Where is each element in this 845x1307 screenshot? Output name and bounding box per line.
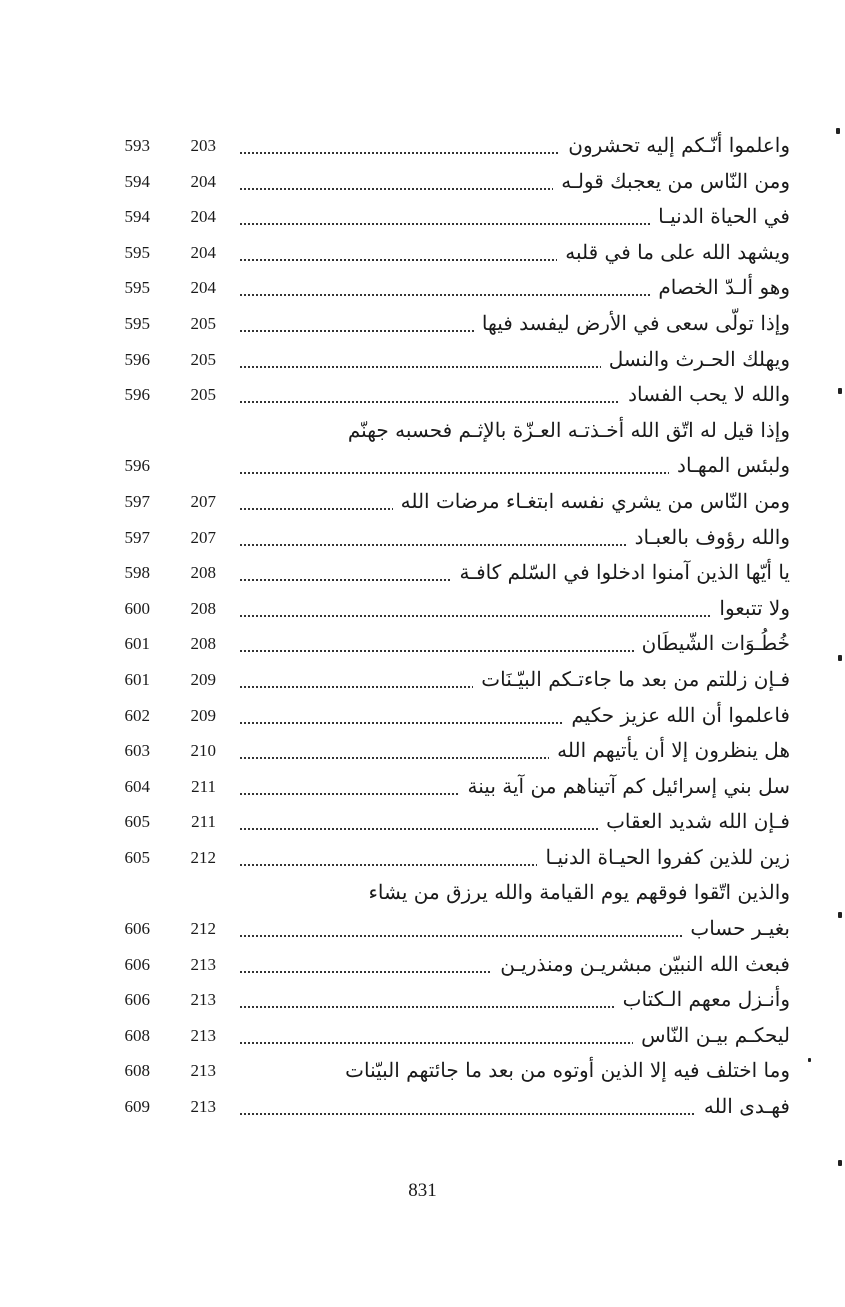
verse-phrase: [240, 308, 790, 338]
page-ref: 593: [124, 136, 150, 155]
index-row: [100, 272, 790, 308]
page-ref: 606: [124, 990, 150, 1010]
verse-number: 204: [190, 171, 216, 191]
verse-number: 204: [190, 242, 216, 262]
index-row: [100, 806, 790, 842]
index-row: [100, 842, 790, 878]
verse-phrase-text: فبعث الله النبيّن مبشريـن ومنذريـن: [492, 952, 790, 976]
verse-phrase-text: ومن النّاس من يشري نفسه ابتغـاء مرضات الله: [393, 489, 790, 513]
page-number: 831: [408, 1180, 437, 1201]
verse-phrase: [240, 237, 790, 267]
verse-phrase-text: يا أيّها الذين آمنوا ادخلوا في السّلم كافـة: [452, 560, 790, 584]
page-ref: 594: [124, 171, 150, 191]
index-row: [100, 1020, 790, 1056]
index-row: [100, 415, 790, 451]
verse-number: 208: [190, 634, 216, 654]
verse-number: 204: [190, 207, 216, 227]
index-row: [100, 130, 790, 166]
margin-mark: [838, 655, 842, 661]
verse-phrase: [240, 664, 790, 694]
page-ref: 605: [124, 847, 150, 867]
verse-number: 208: [190, 563, 216, 583]
verse-phrase-text: ولبئس المهـاد: [669, 453, 790, 477]
page-ref: 608: [124, 1061, 150, 1081]
verse-phrase-text: وإذا تولّى سعى في الأرض ليفسد فيها: [474, 311, 790, 335]
verse-number: 204: [190, 278, 216, 298]
index-row: [100, 664, 790, 700]
margin-mark: [808, 1058, 811, 1062]
verse-phrase-text: ولا تتبعوا: [711, 596, 790, 620]
verse-number: 212: [190, 847, 216, 867]
page-ref: 604: [124, 776, 150, 796]
index-row: [100, 1055, 790, 1091]
verse-phrase-text: ومن النّاس من يعجبك قولـه: [553, 169, 790, 193]
verse-number: 207: [190, 527, 216, 547]
page-ref: 595: [124, 242, 150, 262]
verse-phrase-text: وإذا قيل له اتّق الله أخـذتـه العـزّة بالإثـم فحسبه جهنّم: [340, 418, 790, 442]
index-row: [100, 771, 790, 807]
verse-phrase: [240, 1020, 790, 1050]
verse-phrase-text: ليحكـم بيـن النّاس: [633, 1023, 790, 1047]
verse-phrase-text: ويهلك الحـرث والنسل: [601, 347, 790, 371]
page-ref: 597: [124, 527, 150, 547]
index-row: [100, 522, 790, 558]
verse-phrase: [240, 806, 790, 836]
page-ref: 601: [124, 634, 150, 654]
index-row: [100, 450, 790, 486]
verse-phrase: [240, 166, 790, 196]
verse-phrase: [240, 486, 790, 516]
verse-phrase: [240, 593, 790, 623]
page-ref: 598: [124, 563, 150, 583]
page-ref: 602: [124, 705, 150, 725]
verse-phrase-text: والله لا يحب الفساد: [620, 382, 790, 406]
verse-phrase-text: والذين اتّقوا فوقهم يوم القيامة والله يرزق من يشاء: [361, 880, 790, 904]
verse-phrase: [240, 557, 790, 587]
verse-phrase-text: هل ينظرون إلا أن يأتيهم الله: [549, 738, 790, 762]
verse-phrase-text: ويشهد الله على ما في قلبه: [557, 240, 790, 264]
verse-phrase-text: فـإن زللتم من بعد ما جاءتـكم البيّـنَات: [473, 667, 790, 691]
page-ref: 597: [124, 491, 150, 511]
index-row: [100, 984, 790, 1020]
verse-phrase-text: وهو ألـدّ الخصام: [650, 275, 790, 299]
page-ref: 606: [124, 919, 150, 939]
index-row: [100, 628, 790, 664]
verse-phrase-text: بغيـر حساب: [682, 916, 790, 940]
margin-mark: [838, 1160, 842, 1166]
verse-phrase-text: في الحياة الدنيـا: [650, 204, 790, 228]
index-row: [100, 201, 790, 237]
verse-number: 209: [190, 669, 216, 689]
index-row: [100, 1091, 790, 1127]
verse-phrase: [240, 771, 790, 801]
verse-number: 212: [190, 919, 216, 939]
verse-phrase: [240, 735, 790, 765]
page-ref: 608: [124, 1025, 150, 1045]
index-row: [100, 593, 790, 629]
index-row: [100, 949, 790, 985]
verse-phrase-text: وما اختلف فيه إلا الذين أوتوه من بعد ما جائتهم البيّنات: [337, 1058, 790, 1082]
verse-number: 213: [190, 990, 216, 1010]
verse-phrase: [240, 1091, 790, 1121]
verse-number: 211: [191, 776, 216, 796]
verse-number: 205: [190, 313, 216, 333]
verse-number: 203: [190, 136, 216, 155]
verse-phrase-text: خُطُـوَات الشّيطَان: [634, 631, 790, 655]
index-row: [100, 735, 790, 771]
verse-number: 207: [190, 491, 216, 511]
verse-number: 210: [190, 741, 216, 761]
page-ref: 603: [124, 741, 150, 761]
verse-phrase-text: سل بني إسرائيل كم آتيناهم من آية بينة: [460, 774, 790, 798]
page-ref: 601: [124, 669, 150, 689]
verse-number: 213: [190, 954, 216, 974]
verse-phrase-text: فـإن الله شديد العقاب: [598, 809, 790, 833]
verse-number: 213: [190, 1025, 216, 1045]
page-ref: 605: [124, 812, 150, 832]
verse-phrase: [240, 450, 790, 480]
index-row: [100, 344, 790, 380]
verse-phrase: [240, 415, 790, 445]
index-row: [100, 486, 790, 522]
verse-phrase-text: زين للذين كفروا الحيـاة الدنيـا: [537, 845, 790, 869]
verse-phrase: [240, 700, 790, 730]
verse-number: 208: [190, 598, 216, 618]
dot-leader: [240, 615, 790, 617]
verse-number: 205: [190, 349, 216, 369]
margin-mark: [838, 388, 842, 394]
verse-number: 211: [191, 812, 216, 832]
verse-phrase: [240, 522, 790, 552]
page-ref: 595: [124, 278, 150, 298]
verse-phrase-text: وأنـزل معهم الـكتاب: [615, 987, 790, 1011]
page-ref: 609: [124, 1097, 150, 1117]
verse-phrase-text: واعلموا أنّـكم إليه تحشرون: [560, 133, 790, 157]
index-row: [100, 308, 790, 344]
verse-number: 213: [190, 1097, 216, 1117]
page-ref: 596: [124, 456, 150, 476]
verse-phrase: [240, 949, 790, 979]
verse-phrase: [240, 628, 790, 658]
verse-phrase-text: فاعلموا أن الله عزيز حكيم: [563, 703, 790, 727]
index-row: [100, 166, 790, 202]
verse-phrase: [240, 272, 790, 302]
index-row: [100, 379, 790, 415]
index-row: [100, 700, 790, 736]
verse-phrase: [240, 201, 790, 231]
verse-phrase-text: والله رؤوف بالعبـاد: [627, 525, 790, 549]
index-row: [100, 913, 790, 949]
margin-mark: [838, 912, 842, 918]
page-ref: 596: [124, 385, 150, 405]
verse-phrase: [240, 344, 790, 374]
verse-number: 213: [190, 1061, 216, 1081]
index-row: [100, 237, 790, 273]
page-ref: 600: [124, 598, 150, 618]
verse-number: 209: [190, 705, 216, 725]
page-ref: 594: [124, 207, 150, 227]
index-row: [100, 877, 790, 913]
verse-phrase: [240, 877, 790, 907]
index-row: [100, 557, 790, 593]
verse-phrase: [240, 1055, 790, 1085]
page-ref: 596: [124, 349, 150, 369]
verse-number: 205: [190, 385, 216, 405]
page-ref: 606: [124, 954, 150, 974]
margin-mark: [836, 128, 840, 134]
verse-phrase: [240, 984, 790, 1014]
index-entries: [100, 130, 790, 1127]
verse-phrase: [240, 842, 790, 872]
verse-phrase-text: فهـدى الله: [696, 1094, 790, 1118]
verse-phrase: [240, 913, 790, 943]
verse-phrase: [240, 379, 790, 409]
page-ref: 595: [124, 313, 150, 333]
verse-phrase: [240, 130, 790, 160]
